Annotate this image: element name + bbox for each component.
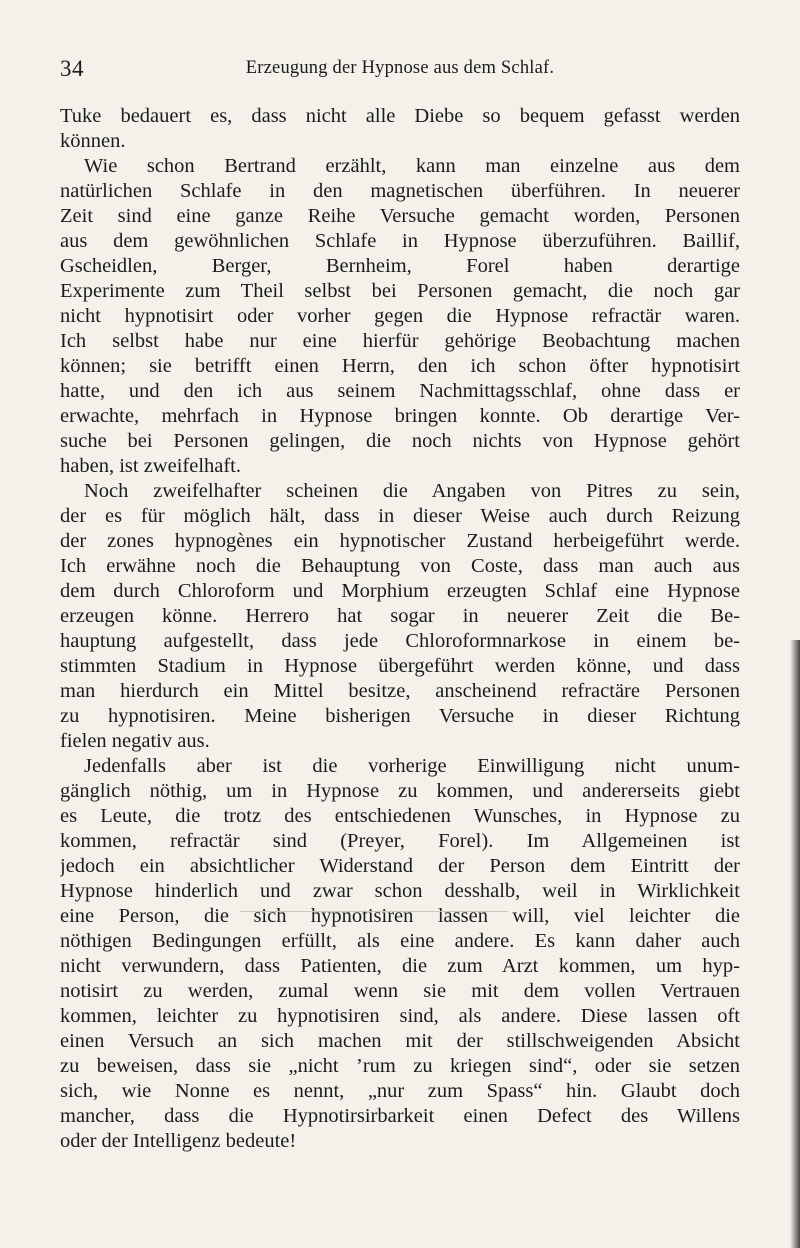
text-line: mancher, dass die Hypnotirsirbarkeit einen Defect des Willens	[60, 1105, 740, 1127]
text-line: suche bei Personen gelingen, die noch nichts von Hypnose gehört	[60, 430, 740, 452]
text-line: aus dem gewöhnlichen Schlafe in Hypnose überzuführen. Baillif,	[60, 230, 740, 252]
text-line: Ich erwähne noch die Behauptung von Coste, dass man auch aus	[60, 555, 740, 577]
text-line: Ich selbst habe nur eine hierfür gehörige Beobachtung machen	[60, 330, 740, 352]
text-line: nöthigen Bedingungen erfüllt, als eine andere. Es kann daher auch	[60, 930, 740, 952]
page-number: 34	[60, 56, 84, 81]
text-line: Wie schon Bertrand erzählt, kann man einzelne aus dem	[84, 155, 740, 177]
body-text	[60, 104, 740, 1154]
text-line: zu beweisen, dass sie „nicht ’rum zu kriegen sind“, oder sie setzen	[60, 1055, 740, 1077]
text-line: kommen, leichter zu hypnotisiren sind, als andere. Diese lassen oft	[60, 1005, 740, 1027]
footnote-rule	[240, 911, 508, 912]
text-line: erwachte, mehrfach in Hypnose bringen konnte. Ob derartige Ver-	[60, 405, 740, 427]
text-line: natürlichen Schlafe in den magnetischen überführen. In neuerer	[60, 180, 740, 202]
text-line: stimmten Stadium in Hypnose übergeführt werden könne, und dass	[60, 655, 740, 677]
text-line: der es für möglich hält, dass in dieser Weise auch durch Reizung	[60, 505, 740, 527]
running-head: Erzeugung der Hypnose aus dem Schlaf.	[245, 58, 555, 78]
text-line: einen Versuch an sich machen mit der stillschweigenden Absicht	[60, 1030, 740, 1052]
text-line: nicht verwundern, dass Patienten, die zum Arzt kommen, um hyp-	[60, 955, 740, 977]
text-line: jedoch ein absichtlicher Widerstand der Person dem Eintritt der	[60, 855, 740, 877]
text-line: Experimente zum Theil selbst bei Personen gemacht, die noch gar	[60, 280, 740, 302]
text-line: der zones hypnogènes ein hypnotischer Zustand herbeigeführt werde.	[60, 530, 740, 552]
text-line: notisirt zu werden, zumal wenn sie mit dem vollen Vertrauen	[60, 980, 740, 1002]
text-line: Jedenfalls aber ist die vorherige Einwilligung nicht unum-	[84, 755, 740, 777]
text-line: Gscheidlen, Berger, Bernheim, Forel haben derartige	[60, 255, 740, 277]
text-line: hatte, und den ich aus seinem Nachmittagsschlaf, ohne dass er	[60, 380, 740, 402]
text-line: es Leute, die trotz des entschiedenen Wunsches, in Hypnose zu	[60, 805, 740, 827]
page-header	[60, 56, 740, 82]
text-line: gänglich nöthig, um in Hypnose zu kommen, und andererseits giebt	[60, 780, 740, 802]
text-line: sich, wie Nonne es nennt, „nur zum Spass“ hin. Glaubt doch	[60, 1080, 740, 1102]
text-line: eine Person, die sich hypnotisiren lassen will, viel leichter die	[60, 905, 740, 927]
text-line: dem durch Chloroform und Morphium erzeugten Schlaf eine Hypnose	[60, 580, 740, 602]
page-edge-shadow	[790, 640, 800, 1248]
text-line: zu hypnotisiren. Meine bisherigen Versuche in dieser Richtung	[60, 705, 740, 727]
text-line: man hierdurch ein Mittel besitze, anscheinend refractäre Personen	[60, 680, 740, 702]
text-line: nicht hypnotisirt oder vorher gegen die Hypnose refractär waren.	[60, 305, 740, 327]
text-line: erzeugen könne. Herrero hat sogar in neuerer Zeit die Be-	[60, 605, 740, 627]
text-line: Tuke bedauert es, dass nicht alle Diebe so bequem gefasst werden	[60, 105, 740, 127]
text-line: haben, ist zweifelhaft.	[60, 455, 242, 477]
text-line: hauptung aufgestellt, dass jede Chloroformnarkose in einem be-	[60, 630, 740, 652]
text-line: oder der Intelligenz bedeute!	[60, 1130, 297, 1152]
text-line: können; sie betrifft einen Herrn, den ich schon öfter hypnotisirt	[60, 355, 740, 377]
text-line: Hypnose hinderlich und zwar schon desshalb, weil in Wirklichkeit	[60, 880, 740, 902]
text-line: Zeit sind eine ganze Reihe Versuche gemacht worden, Personen	[60, 205, 740, 227]
text-line: kommen, refractär sind (Preyer, Forel). Im Allgemeinen ist	[60, 830, 740, 852]
text-line: Noch zweifelhafter scheinen die Angaben von Pitres zu sein,	[84, 480, 740, 502]
text-line: fielen negativ aus.	[60, 730, 210, 752]
text-line: können.	[60, 130, 126, 152]
